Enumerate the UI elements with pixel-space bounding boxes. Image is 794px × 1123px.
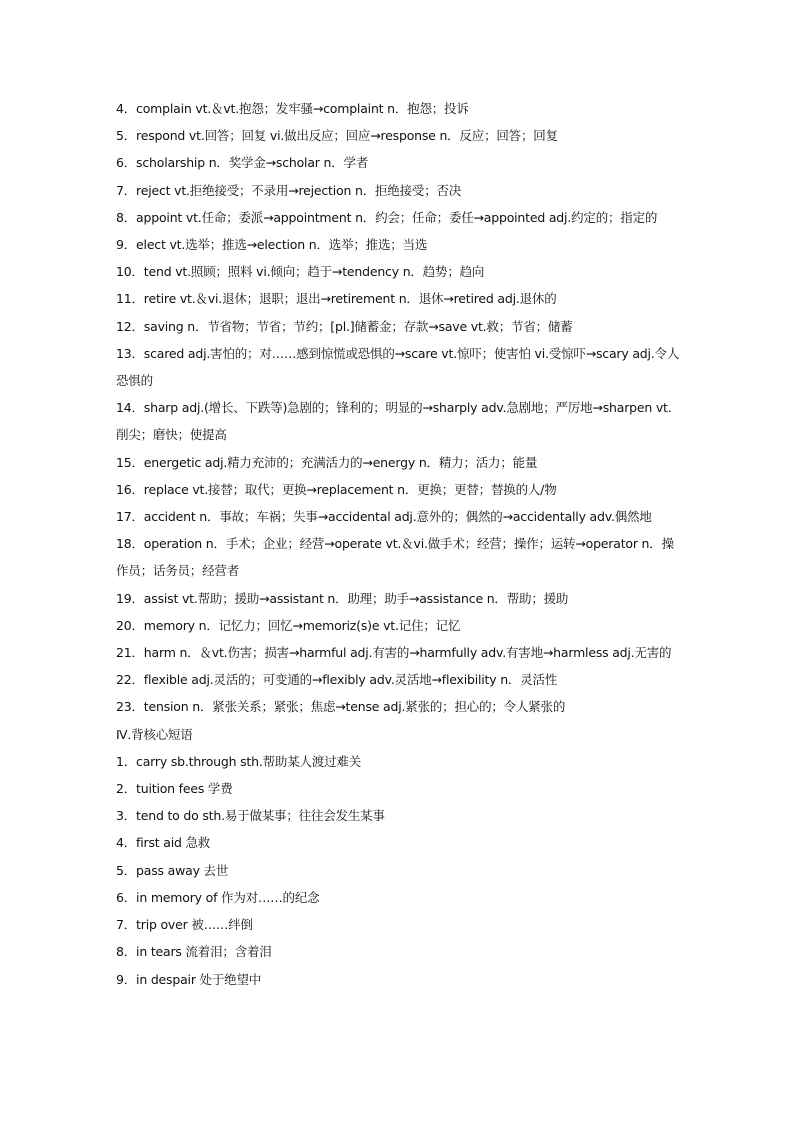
vocab-entry: 5．respond vt.回答；回复 vi.做出反应；回应→response n．反应；回答；回复 [116, 128, 558, 144]
vocab-entry: 15．energetic adj.精力充沛的；充满活力的→energy n．精力；活力；能量 [116, 454, 538, 470]
vocab-entry: 4．complain vt.＆vt.抱怨；发牢骚→complaint n．抱怨；投诉 [116, 101, 469, 116]
vocab-entry: 23．tension n．紧张关系；紧张；焦虑→tense adj.紧张的；担心的；令人紧张的 [116, 699, 566, 715]
vocab-entry: 19．assist vt.帮助；援助→assistant n．助理；助手→assistance n．帮助；援助 [116, 590, 569, 606]
vocab-entry: 8．appoint vt.任命；委派→appointment n．约会；任命；委任→appointed adj.约定的；指定的 [116, 209, 658, 225]
vocab-entry: 20．memory n．记忆力；回忆→memoriz(s)e vt.记住；记忆 [116, 617, 461, 633]
phrase-entry: 2．tuition fees 学费 [116, 781, 233, 797]
vocabulary-list [116, 95, 682, 721]
phrase-entry: 3．tend to do sth.易于做某事；往往会发生某事 [116, 808, 385, 824]
vocab-entry: 12．saving n．节省物；节省；节约；[pl.]储蓄金；存款→save vt.救；节省；储蓄 [116, 318, 573, 334]
vocab-entry: 21．harm n．＆vt.伤害；损害→harmful adj.有害的→harmfully adv.有害地→harmless adj.无害的 [116, 645, 672, 661]
vocab-entry: 14．sharp adj.(增长、下跌等)急剧的；锋利的；明显的→sharply adv.急剧地；严厉地→sharpen vt.削尖；磨快；使提高 [116, 400, 672, 443]
section-heading: Ⅳ.背核心短语 [116, 726, 193, 742]
phrase-entry: 9．in despair 处于绝望中 [116, 971, 262, 987]
vocab-entry: 17．accident n．事故；车祸；失事→accidental adj.意外的；偶然的→accidentally adv.偶然地 [116, 509, 652, 525]
vocab-entry: 9．elect vt.选举；推选→election n．选举；推选；当选 [116, 237, 428, 253]
phrase-list [116, 748, 682, 993]
phrase-entry: 5．pass away 去世 [116, 862, 229, 878]
vocab-entry: 13．scared adj.害怕的；对……感到惊慌或恐惧的→scare vt.惊吓；使害怕 vi.受惊吓→scary adj.令人恐惧的 [116, 345, 680, 389]
vocab-entry: 6．scholarship n．奖学金→scholar n．学者 [116, 155, 369, 171]
vocab-entry: 10．tend vt.照顾；照料 vi.倾向；趋于→tendency n．趋势；趋向 [116, 264, 485, 280]
phrase-entry: 6．in memory of 作为对……的纪念 [116, 889, 320, 905]
vocab-entry: 22．flexible adj.灵活的；可变通的→flexibly adv.灵活地→flexibility n．灵活性 [116, 672, 558, 688]
phrase-entry: 1．carry sb.through sth.帮助某人渡过难关 [116, 753, 362, 769]
document-body [116, 95, 682, 993]
phrase-entry: 7．trip over 被……绊倒 [116, 917, 253, 933]
vocab-entry: 11．retire vt.＆vi.退休；退职；退出→retirement n．退休→retired adj.退休的 [116, 291, 557, 307]
vocab-entry: 18．operation n．手术；企业；经营→operate vt.＆vi.做手术；经营；操作；运转→operator n．操作员；话务员；经营者 [116, 536, 674, 579]
phrase-entry: 8．in tears 流着泪；含着泪 [116, 944, 272, 960]
vocab-entry: 7．reject vt.拒绝接受；不录用→rejection n．拒绝接受；否决 [116, 182, 462, 198]
phrase-entry: 4．first aid 急救 [116, 835, 211, 851]
vocab-entry: 16．replace vt.接替；取代；更换→replacement n．更换；更替；替换的人/物 [116, 481, 557, 497]
